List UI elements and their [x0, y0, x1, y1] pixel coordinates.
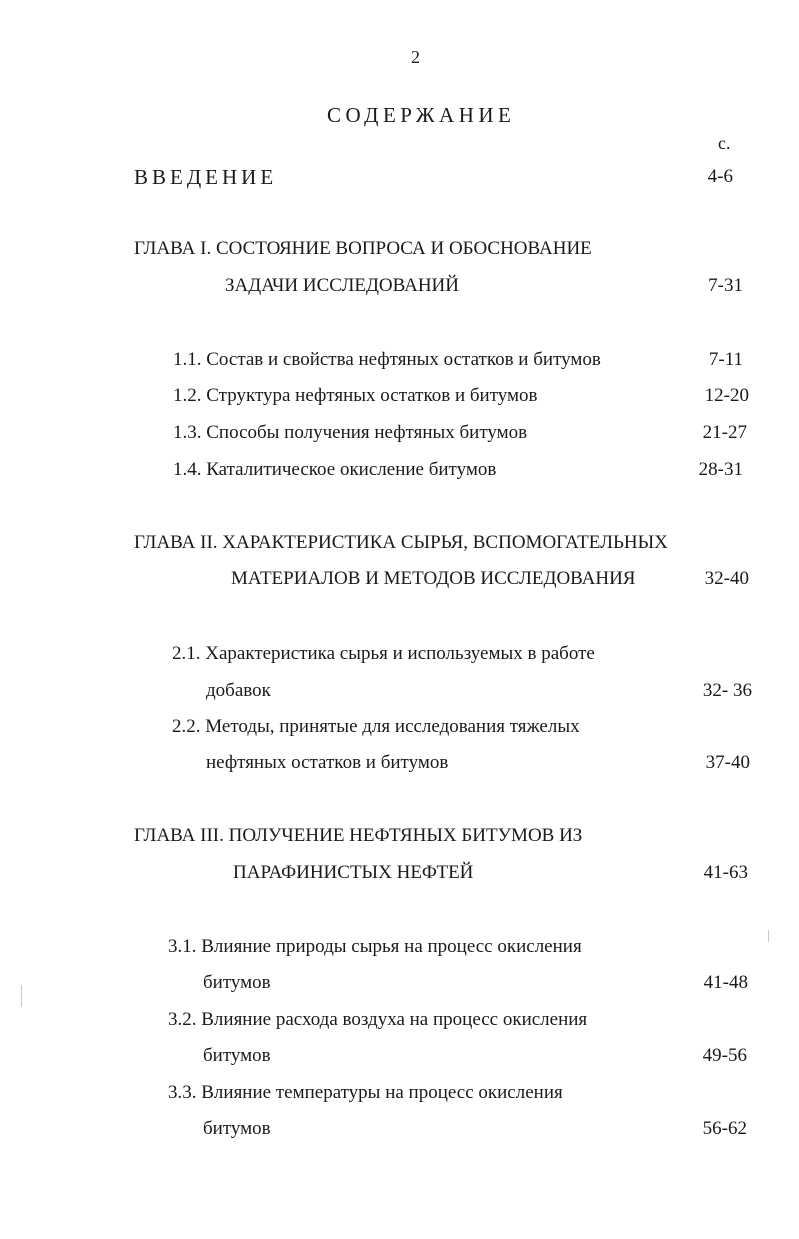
- section-1-1-pages: 7-11: [708, 349, 743, 370]
- scan-artifact-mark: [768, 930, 769, 942]
- section-1-3-label: 1.3. Способы получения нефтяных битумов: [173, 422, 528, 443]
- section-1-2-pages: 12-20: [704, 385, 749, 406]
- chapter-1-title-line1: ГЛАВА I. СОСТОЯНИЕ ВОПРОСА И ОБОСНОВАНИЕ: [134, 238, 592, 259]
- section-1-3-pages: 21-27: [702, 422, 747, 443]
- section-2-2-label-line2: нефтяных остатков и битумов: [206, 752, 449, 773]
- chapter-3-title-line2: ПАРАФИНИСТЫХ НЕФТЕЙ: [233, 862, 474, 883]
- chapter-2-title-line2: МАТЕРИАЛОВ И МЕТОДОВ ИССЛЕДОВАНИЯ: [231, 568, 636, 589]
- section-3-1-label-line2: битумов: [203, 972, 271, 993]
- section-3-2-label-line2: битумов: [203, 1045, 271, 1066]
- section-3-1-label-line1: 3.1. Влияние природы сырья на процесс окисления: [168, 936, 582, 957]
- toc-introduction-pages: 4-6: [707, 166, 733, 187]
- toc-title: СОДЕРЖАНИЕ: [327, 103, 516, 127]
- section-3-3-pages: 56-62: [702, 1118, 747, 1139]
- section-3-1-pages: 41-48: [703, 972, 748, 993]
- section-3-3-label-line2: битумов: [203, 1118, 271, 1139]
- section-1-4-label: 1.4. Каталитическое окисление битумов: [173, 459, 497, 480]
- section-3-2-pages: 49-56: [702, 1045, 747, 1066]
- page-number: 2: [411, 47, 420, 67]
- chapter-3-pages: 41-63: [703, 862, 748, 883]
- section-1-2-label: 1.2. Структура нефтяных остатков и битумов: [173, 385, 538, 406]
- toc-introduction-label: ВВЕДЕНИЕ: [134, 165, 278, 189]
- chapter-2-title-line1: ГЛАВА II. ХАРАКТЕРИСТИКА СЫРЬЯ, ВСПОМОГАТЕЛЬНЫХ: [134, 532, 668, 553]
- page-column-label: с.: [718, 133, 731, 153]
- section-3-2-label-line1: 3.2. Влияние расхода воздуха на процесс окисления: [168, 1009, 588, 1030]
- chapter-2-pages: 32-40: [704, 568, 749, 589]
- section-2-1-label-line1: 2.1. Характеристика сырья и используемых в работе: [172, 643, 595, 664]
- section-1-1-label: 1.1. Состав и свойства нефтяных остатков и битумов: [173, 349, 601, 370]
- chapter-1-pages: 7-31: [708, 275, 743, 296]
- section-2-1-label-line2: добавок: [206, 680, 271, 701]
- section-1-4-pages: 28-31: [698, 459, 743, 480]
- scan-artifact-mark: [21, 985, 22, 1007]
- section-2-1-pages: 32- 36: [702, 680, 752, 701]
- section-2-2-pages: 37-40: [705, 752, 750, 773]
- chapter-3-title-line1: ГЛАВА III. ПОЛУЧЕНИЕ НЕФТЯНЫХ БИТУМОВ ИЗ: [134, 825, 583, 846]
- section-3-3-label-line1: 3.3. Влияние температуры на процесс окисления: [168, 1082, 563, 1103]
- section-2-2-label-line1: 2.2. Методы, принятые для исследования тяжелых: [172, 716, 580, 737]
- chapter-1-title-line2: ЗАДАЧИ ИССЛЕДОВАНИЙ: [225, 275, 459, 296]
